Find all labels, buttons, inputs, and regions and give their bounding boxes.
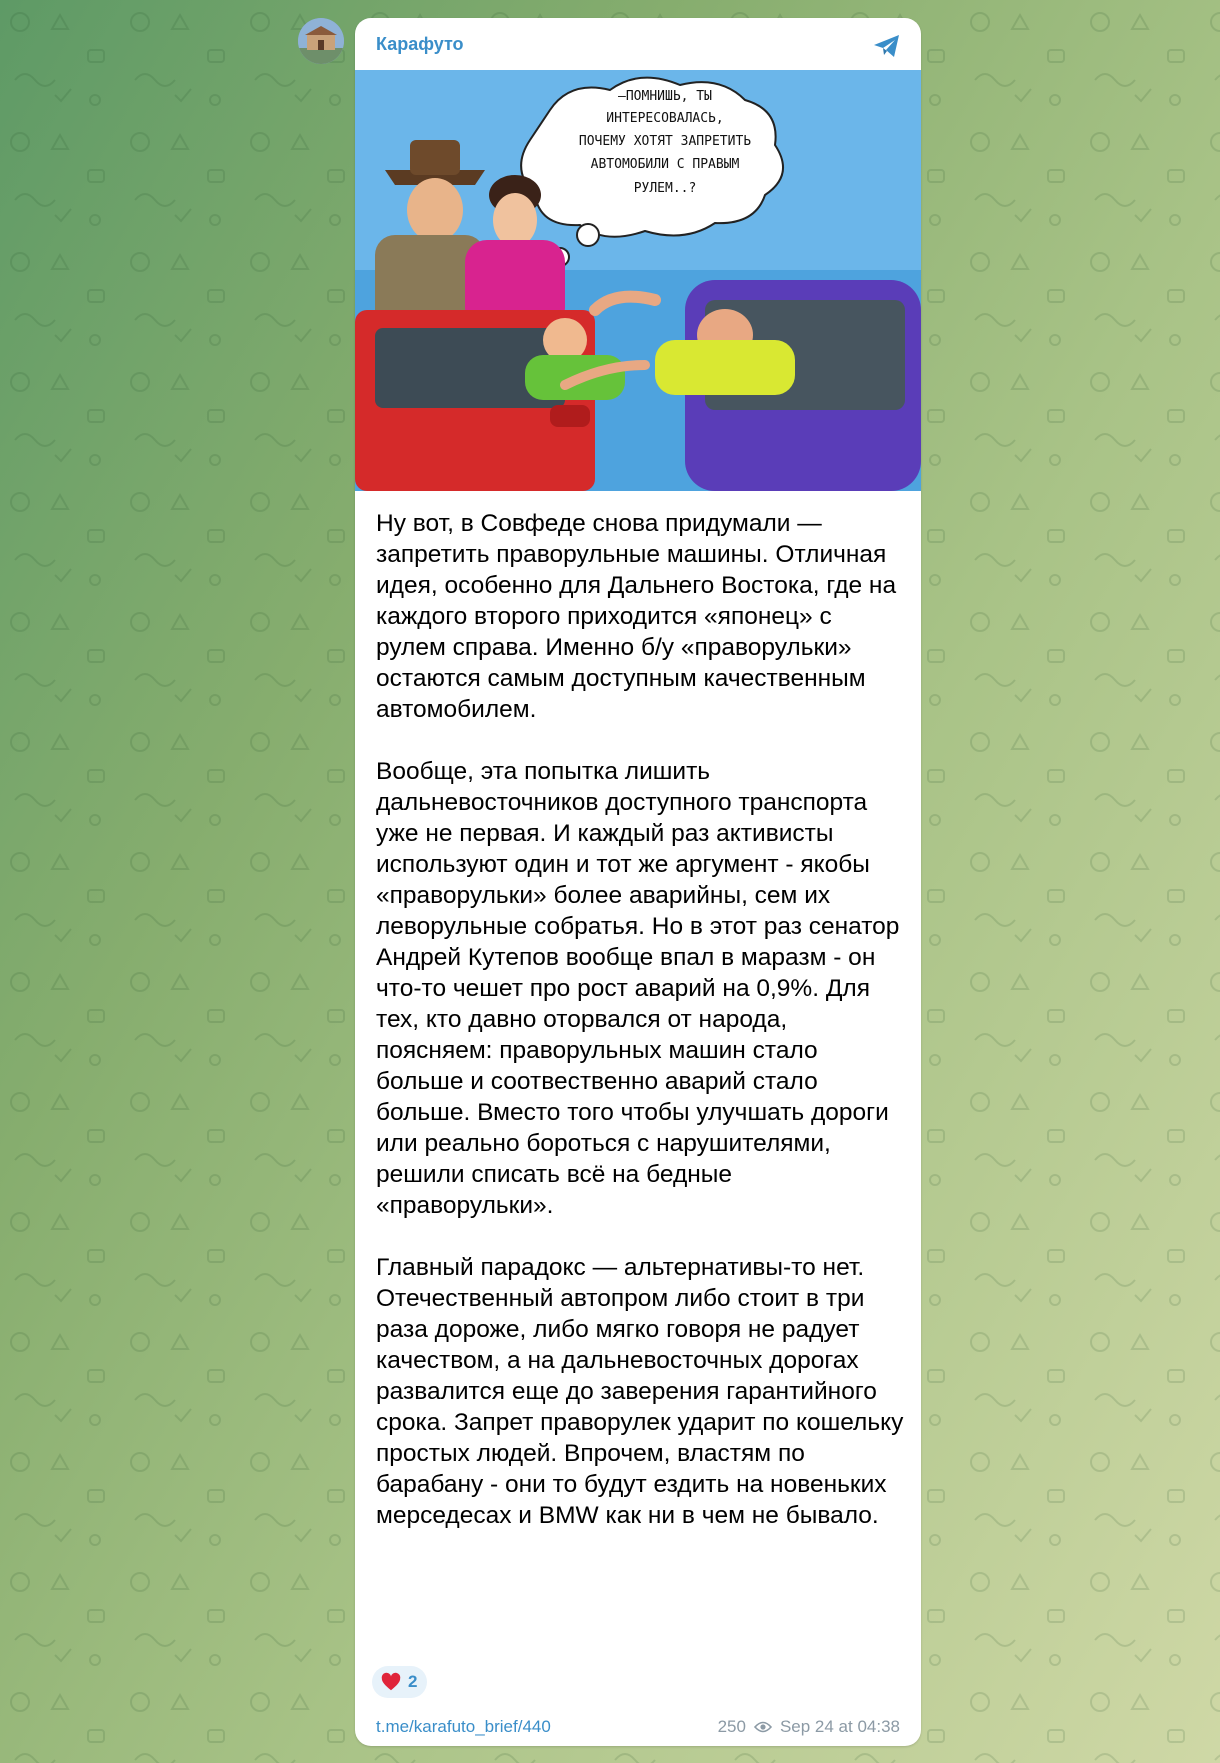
post-header	[355, 18, 921, 70]
post-meta	[718, 1717, 900, 1737]
channel-name[interactable]: Карафуто	[376, 34, 464, 54]
post-paragraph: Ну вот, в Совфеде снова придумали — запретить праворульные машины. Отличная идея, особенно для Дальнего Востока, где на каждого второго приходится «японец» с рулем справа. Именно б/у «праворульки» остаются самым доступным качественным автомобилем.	[376, 510, 897, 723]
telegram-share-icon[interactable]	[871, 30, 903, 62]
post-paragraph: Вообще, эта попытка лишить дальневосточников доступного транспорта уже не первая. И каждый раз активисты используют один и тот же аргумент - якобы «праворульки» более аварийны, сем их леворульные собратья. Но в этот раз сенатор Андрей Кутепов вообще впал в маразм - он что-то чешет про рост аварий на 0,9%. Для тех, кто давно оторвался от народа, поясняем: праворульных машин стало больше и соотвественно аварий стало больше. Вместо того чтобы улучшать дороги или реально бороться с нарушителями, решили списать всё на бедные «праворульки».	[376, 758, 900, 1219]
bubble-line: ИНТЕРЕСОВАЛАСЬ,	[606, 111, 724, 126]
post-timestamp: Sep 24 at 04:38	[779, 1717, 900, 1736]
bubble-line: АВТОМОБИЛИ С ПРАВЫМ	[590, 157, 740, 172]
reaction-count: 2	[408, 1672, 418, 1691]
post-link[interactable]: t.me/karafuto_brief/440	[376, 1717, 551, 1736]
eye-icon	[754, 1721, 772, 1733]
post-text	[376, 508, 906, 1531]
cartoon-image[interactable]	[355, 70, 921, 491]
bubble-line: РУЛЕМ..?	[633, 181, 697, 196]
heart-icon	[380, 1671, 402, 1693]
bubble-line: ПОЧЕМУ ХОТЯТ ЗАПРЕТИТЬ	[578, 134, 752, 149]
post-paragraph: Главный парадокс — альтернативы-то нет. Отечественный автопром либо стоит в три раза дороже, либо мягко говоря не радует качеством, а на дальневосточных дорогах развалится еще до заверения гарантийного срока. Запрет праворулек ударит по кошельку простых людей. Впрочем, властям по барабану - они то будут ездить на новеньких мерседесах и BMW как ни в чем не бывало.	[376, 1254, 904, 1529]
reaction-heart-button[interactable]	[372, 1666, 427, 1698]
view-count: 250	[717, 1717, 746, 1736]
post-card	[355, 18, 921, 1746]
channel-avatar[interactable]	[298, 18, 344, 64]
bubble-line: —ПОМНИШЬ, ТЫ	[618, 89, 712, 104]
